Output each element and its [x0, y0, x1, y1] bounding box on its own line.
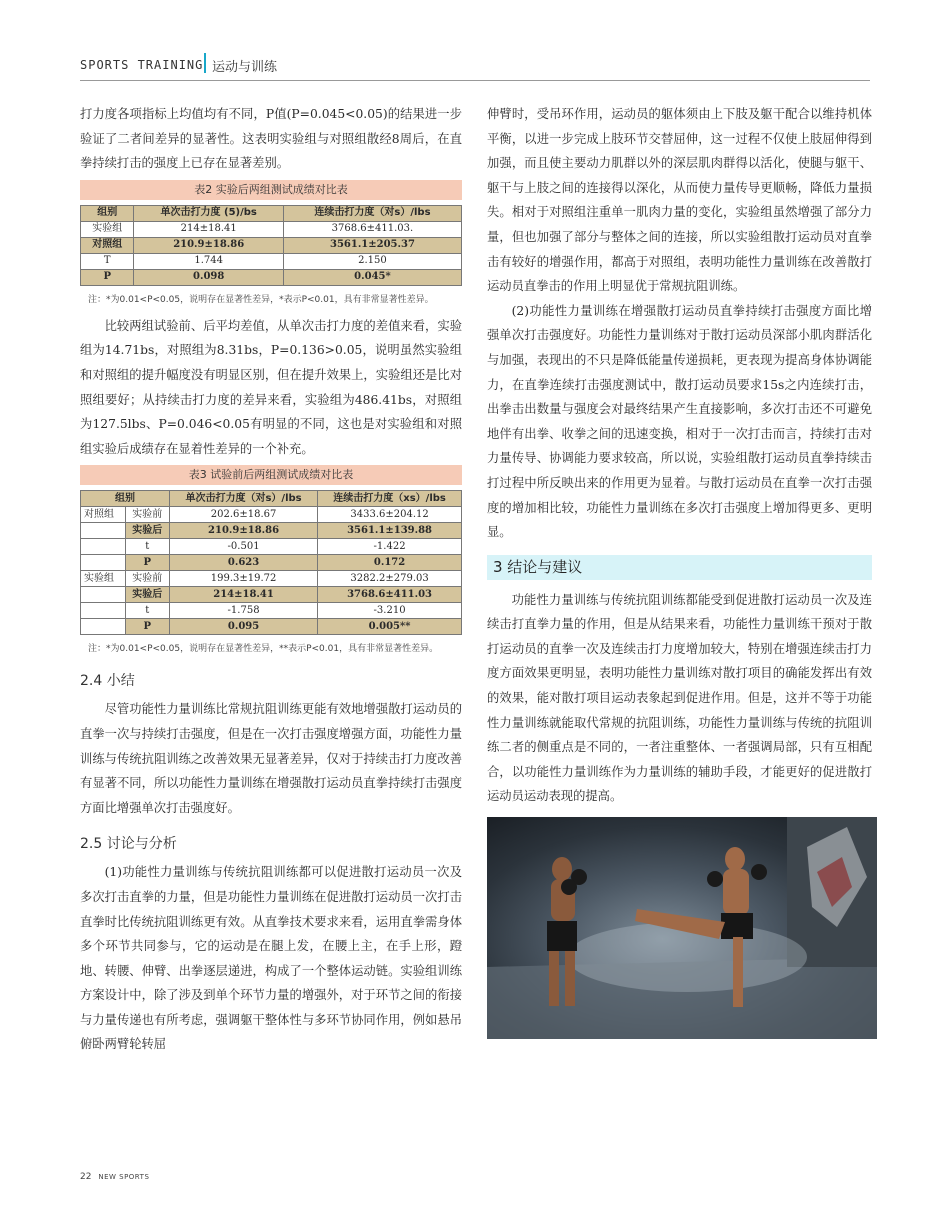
left-paragraph-1: 打力度各项指标上均值均有不同，P值(P=0.045<0.05)的结果进一步验证了二者间差异的显著性。这表明实验组与对照组散经8周后，在直拳持续打击的强度上已存在显著差别。	[80, 107, 462, 171]
table-row	[81, 221, 462, 237]
table-cell: P	[81, 269, 134, 285]
table-cell: 0.623	[170, 555, 318, 571]
table2-header: 单次击打力度 (5)/bs	[134, 205, 283, 221]
table3-header: 组别	[81, 491, 170, 507]
table-row	[81, 603, 462, 619]
journal-name: NEW SPORTS	[98, 1173, 150, 1181]
table3-caption: 表3 试验前后两组测试成绩对比表	[80, 465, 462, 485]
left-paragraph-4: (1)功能性力量训练与传统抗阻训练都可以促进散打运动员一次及多次打击直拳的力量，但是功能性力量训练在促进散打运动员一次打击直拳时比传统抗阻训练更有效。从直拳技术要求来看，运用直拳需身体多个环节共同参与，它的运动是在腿上发，在腰上主，在手上形，蹬地、转腰、伸臂、出拳逐层递进，构成了一个整体运动链。实验组训练方案设计中，除了涉及到单个环节力量的增强外，对于环节之间的衔接与力量传递也有所考虑，强调躯干整体性与多环节协同作用，例如悬吊俯卧两臂轮转屈	[80, 865, 462, 1052]
table-cell: 0.095	[170, 619, 318, 635]
table-cell: 3768.6±411.03	[318, 587, 462, 603]
table2-header: 组别	[81, 205, 134, 221]
table-row	[81, 253, 462, 269]
table-cell	[81, 619, 126, 635]
section-heading-2-5: 2.5 讨论与分析	[80, 836, 177, 853]
table-cell: 0.098	[134, 269, 283, 285]
kickboxing-photo	[487, 817, 877, 1039]
table-cell: 实验前	[125, 571, 170, 587]
table-cell: 1.744	[134, 253, 283, 269]
table2-header: 连续击打力度（对s）/lbs	[283, 205, 461, 221]
table-cell: 0.172	[318, 555, 462, 571]
table-cell: -1.422	[318, 539, 462, 555]
table-row	[81, 619, 462, 635]
table-row	[81, 237, 462, 253]
left-paragraph-3: 尽管功能性力量训练比常规抗阻训练更能有效地增强散打运动员的直拳一次与持续打击强度，但是在一次打击强度增强方面，功能性力量训练与传统抗阻训练之改善效果无显著差异，仅对于持续击打力度改善有显著不同，所以功能性力量训练在增强散打运动员直拳持续打击强度方面比增强单次打击强度好。	[80, 702, 462, 815]
table-cell: 199.3±19.72	[170, 571, 318, 587]
table-cell: 实验后	[125, 523, 170, 539]
table-cell: 202.6±18.67	[170, 507, 318, 523]
table3	[80, 490, 462, 635]
table2-note: 注：*为0.01<P<0.05，说明存在显著性差异，*表示P<0.01，具有非常显著性差异。	[88, 294, 434, 305]
table-cell: -1.758	[170, 603, 318, 619]
table-cell: 实验组	[81, 221, 134, 237]
table-row	[81, 555, 462, 571]
table-cell: t	[125, 539, 170, 555]
header-accent-bar	[204, 53, 206, 73]
table-cell	[81, 523, 126, 539]
table-cell: 实验组	[81, 571, 126, 587]
table-cell	[81, 603, 126, 619]
left-paragraph-2: 比较两组试验前、后平均差值，从单次击打力度的差值来看，实验组为14.71bs，对照组为8.31bs，P=0.136>0.05，说明虽然实验组和对照组的提升幅度没有明显区别，但在提升效果上，实验组还是比对照组要好；从持续击打力度的差异来看，实验组为486.41bs，对照组为127.5lbs、P=0.046<0.05有明显的不同，这也是对实验组和对照组实验后成绩存在显着性差异的一个补充。	[80, 318, 462, 456]
table-cell: 214±18.41	[170, 587, 318, 603]
table-cell: 2.150	[283, 253, 461, 269]
table-row	[81, 539, 462, 555]
table2	[80, 205, 462, 286]
right-paragraph-2: (2)功能性力量训练在增强散打运动员直拳持续打击强度方面比增强单次打击强度好。功能性力量训练对于散打运动员深部小肌肉群活化与加强，表现出的不只是降低能量传递损耗，更表现为提高身体协调能力，在直拳连续打击强度测试中，散打运动员要求15s之内连续打击，出拳击出数量与强度会对最终结果产生直接影响，多次打击还不可避免地伴有出拳、收拳之间的迅速变换，相对于一次打击而言，持续打击对力量传导、协调能力要求较高，所以说，实验组散打运动员直拳持续击打过程中所反映出来的作用更为显着。与散打运动员在直拳一次打击强度的增加相比较，功能性力量训练在多次打击强度上增加得更多、更明显。	[487, 303, 872, 540]
table-cell: 实验前	[125, 507, 170, 523]
table-row	[81, 523, 462, 539]
table-cell: 210.9±18.86	[134, 237, 283, 253]
running-header-english: SPORTS TRAINING	[80, 58, 204, 72]
table-cell: 3282.2±279.03	[318, 571, 462, 587]
table-cell: P	[125, 555, 170, 571]
table-cell	[81, 555, 126, 571]
table-cell: 0.045*	[283, 269, 461, 285]
right-paragraph-1: 伸臂时，受吊环作用，运动员的躯体须由上下肢及躯干配合以维持机体平衡，以进一步完成上肢环节交替屈伸，这一过程不仅使上肢屈伸得到加强，而且使主要动力肌群以外的深层肌肉群得以活化，使腿与躯干、躯干与上肢之间的连接得以深化，从而使力量传导更顺畅，降低力量损失。相对于对照组注重单一肌肉力量的变化，实验组虽然增强了部分力量，但也加强了部分与整体之间的连接，所以实验组散打运动员对直拳击有较好的增强作用，都高于对照组，表明功能性力量训练在改善散打运动员直拳击的作用上明显优于常规抗阻训练。	[487, 107, 872, 294]
table2-caption: 表2 实验后两组测试成绩对比表	[80, 180, 462, 200]
page-number: 22	[80, 1172, 92, 1182]
table-cell: 对照组	[81, 237, 134, 253]
table-cell	[81, 539, 126, 555]
table-cell: 210.9±18.86	[170, 523, 318, 539]
section-heading-3: 3 结论与建议	[487, 555, 872, 580]
table3-header: 连续击打力度（xs）/lbs	[318, 491, 462, 507]
table-cell: 0.005**	[318, 619, 462, 635]
table-cell: P	[125, 619, 170, 635]
table-row	[81, 587, 462, 603]
table-cell: 3561.1±139.88	[318, 523, 462, 539]
table-cell: t	[125, 603, 170, 619]
table-cell: 实验后	[125, 587, 170, 603]
table-cell: 3768.6±411.03.	[283, 221, 461, 237]
table-row	[81, 507, 462, 523]
left-column	[80, 102, 462, 1057]
header-rule	[80, 80, 870, 81]
kickboxing-illustration	[487, 817, 877, 1039]
footer	[80, 1172, 149, 1182]
section-heading-2-4: 2.4 小结	[80, 673, 135, 690]
running-header-chinese: 运动与训练	[212, 60, 278, 75]
table-cell: T	[81, 253, 134, 269]
table-cell: 214±18.41	[134, 221, 283, 237]
table-cell: 3561.1±205.37	[283, 237, 461, 253]
table-row	[81, 269, 462, 285]
table3-note: 注：*为0.01<P<0.05，说明存在显著性差异，**表示P<0.01，具有非常显著性差异。	[88, 644, 439, 655]
table-cell: 3433.6±204.12	[318, 507, 462, 523]
table-cell	[81, 587, 126, 603]
table-cell: 对照组	[81, 507, 126, 523]
table3-header: 单次击打力度（对s）/lbs	[170, 491, 318, 507]
table-cell: -3.210	[318, 603, 462, 619]
table-row	[81, 571, 462, 587]
right-paragraph-3: 功能性力量训练与传统抗阻训练都能受到促进散打运动员一次及连续击打直拳力量的作用，但是从结果来看，功能性力量训练干预对于散打运动员的直拳一次及连续击打力度增加较大，特别在增强连续击打力度方面效果更明显，表明功能性力量训练对散打项目的确能发挥出有效的效果，能对散打项目运动表象起到促进作用。但是，这并不等于功能性力量训练就能取代常规的抗阻训练，功能性力量训练与传统的抗阻训练二者的侧重点是不同的，一者注重整体、一者强调局部，只有互相配合，以功能性力量训练作为力量训练的辅助手段，才能更好的促进散打运动员运动表现的提高。	[487, 592, 872, 804]
right-column	[487, 102, 872, 1039]
table-cell: -0.501	[170, 539, 318, 555]
